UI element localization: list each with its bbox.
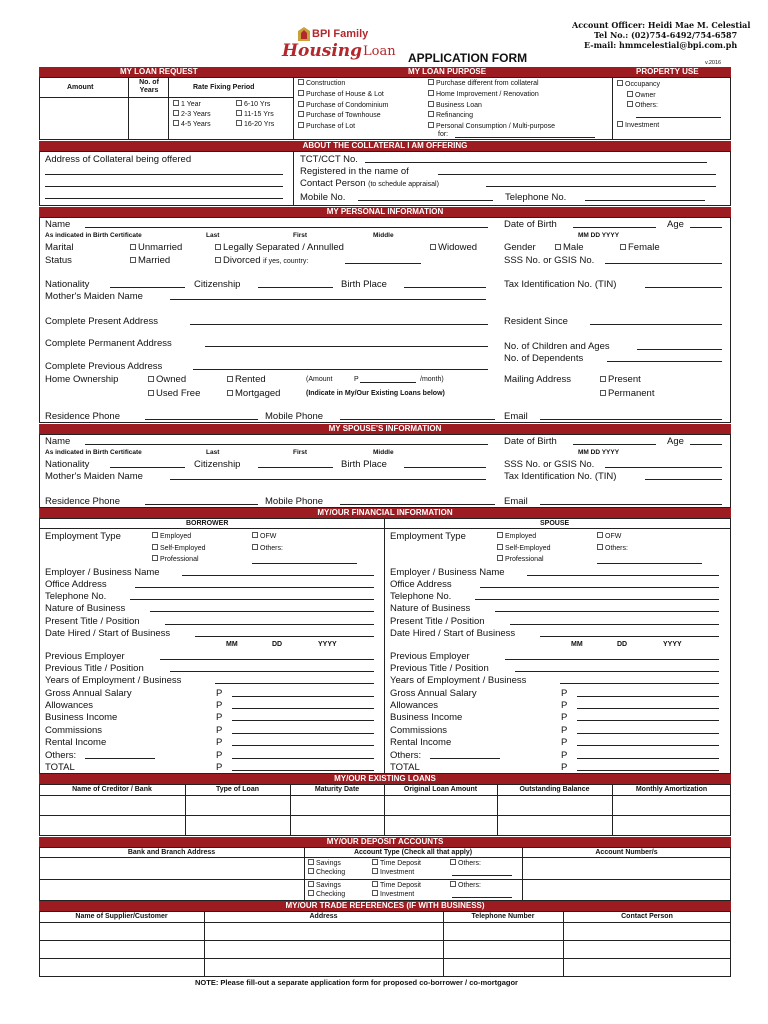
female-checkbox[interactable]: Female: [620, 242, 660, 253]
use-option[interactable]: Investment: [617, 121, 659, 130]
borrower-money-label: TOTAL: [45, 762, 75, 773]
borrower-peso: P: [216, 750, 223, 761]
borrower-peso: P: [216, 700, 223, 711]
spouse-email-label: Email: [504, 496, 528, 507]
spouse-age-label: Age: [667, 436, 684, 447]
years-label: No. of Years: [139, 79, 159, 94]
gender-label: Gender: [504, 242, 536, 253]
spouse-prev-label: Previous Employer: [390, 651, 470, 662]
spouse-others-input[interactable]: [597, 563, 702, 564]
spouse-field-label: Office Address: [390, 579, 452, 590]
indicate-note: (Indicate in My/Our Existing Loans below): [306, 390, 445, 397]
spouse-residence-phone-label: Residence Phone: [45, 496, 120, 507]
savings-checkbox[interactable]: Savings: [308, 859, 341, 868]
spouse-yyyy: YYYY: [663, 641, 682, 648]
borrower-prev-input[interactable]: [215, 683, 374, 684]
col-address: Address: [309, 913, 338, 920]
col-account-type: Account Type (Check all that apply): [353, 849, 473, 856]
borrower-prev-label: Previous Title / Position: [45, 663, 144, 674]
mail-permanent-checkbox[interactable]: Permanent: [600, 388, 654, 399]
borrower-peso: P: [216, 688, 223, 699]
spouse-peso: P: [561, 737, 568, 748]
spouse-money-input[interactable]: [577, 733, 719, 734]
spouse-money-label: Gross Annual Salary: [390, 688, 477, 699]
trade-bar: MY/OUR TRADE REFERENCES (IF WITH BUSINESS): [39, 901, 731, 911]
spouse-nationality-label: Nationality: [45, 459, 90, 470]
spouse-money-label: Others:: [390, 750, 422, 761]
borrower-field-input[interactable]: [130, 599, 374, 600]
middle-label: Middle: [373, 232, 394, 239]
rate-option[interactable]: 11-15 Yrs: [236, 110, 274, 119]
spouse-money-label: Business Income: [390, 712, 463, 723]
male-checkbox[interactable]: Male: [555, 242, 584, 253]
rate-option[interactable]: 1 Year: [173, 100, 201, 109]
spouse-peso: P: [561, 700, 568, 711]
spouse-name-input[interactable]: [85, 444, 488, 445]
collateral-address-input[interactable]: [45, 174, 283, 175]
spouse-dob-format: MM DD YYYY: [578, 449, 620, 456]
borrower-money-input[interactable]: [232, 696, 374, 697]
collateral-address-label: Address of Collateral being offered: [45, 154, 192, 165]
home-label: Home Ownership: [45, 374, 119, 385]
footer-note: NOTE: Please fill-out a separate application form for proposed co-borrower / co-mortgagor: [195, 978, 518, 987]
borrower-money-label: Business Income: [45, 712, 118, 723]
married-checkbox[interactable]: Married: [130, 255, 170, 266]
col-bank: Bank and Branch Address: [127, 849, 216, 856]
rate-option[interactable]: 4-5 Years: [173, 120, 211, 129]
spouse-others-money-input[interactable]: [430, 758, 500, 759]
borrower-money-input[interactable]: [232, 733, 374, 734]
resident-label: Resident Since: [504, 316, 568, 327]
spouse-money-input[interactable]: [577, 770, 719, 771]
spouse-mother-input[interactable]: [170, 479, 486, 480]
spouse-prev-input[interactable]: [505, 659, 719, 660]
spouse-emp-type-label: Employment Type: [390, 531, 466, 542]
spouse-bar: MY SPOUSE'S INFORMATION: [39, 424, 731, 434]
borrower-money-input[interactable]: [232, 745, 374, 746]
purpose-option[interactable]: Purchase of Lot: [298, 122, 355, 131]
spouse-prev-label: Years of Employment / Business: [390, 675, 527, 686]
unmarried-checkbox[interactable]: Unmarried: [130, 242, 182, 253]
spouse-peso: P: [561, 762, 568, 773]
permanent-label: Complete Permanent Address: [45, 338, 172, 349]
borrower-money-input[interactable]: [232, 708, 374, 709]
rate-option[interactable]: 2-3 Years: [173, 110, 211, 119]
spouse-tin-input[interactable]: [645, 479, 722, 480]
last-label: Last: [206, 232, 220, 239]
first-label: First: [293, 232, 308, 239]
spouse-last-label: Last: [206, 449, 220, 456]
col-supplier: Name of Supplier/Customer: [75, 913, 168, 920]
month-label: /month): [420, 376, 444, 383]
telephone-input[interactable]: [585, 200, 705, 201]
contact-label: Contact Person (to schedule appraisal): [300, 178, 439, 189]
checking-checkbox[interactable]: Checking: [308, 868, 345, 877]
residence-phone-label: Residence Phone: [45, 411, 120, 422]
borrower-money-input[interactable]: [232, 770, 374, 771]
spouse-dd: DD: [617, 641, 628, 648]
others-input[interactable]: [636, 117, 721, 118]
children-input[interactable]: [637, 349, 722, 350]
spouse-money-label: Allowances: [390, 700, 439, 711]
borrower-dd: DD: [272, 641, 283, 648]
birthplace-input[interactable]: [404, 287, 486, 288]
borrower-money-label: Others:: [45, 750, 77, 761]
spouse-prev-input[interactable]: [560, 683, 719, 684]
spouse-self-employed-checkbox[interactable]: Self-Employed: [497, 544, 551, 553]
present-input[interactable]: [190, 324, 488, 325]
spouse-field-label: Telephone No.: [390, 591, 452, 602]
permanent-input[interactable]: [205, 346, 488, 347]
borrower-professional-checkbox[interactable]: Professional: [152, 555, 199, 564]
borrower-peso: P: [216, 712, 223, 723]
col-telephone: Telephone Number: [471, 913, 535, 920]
deposit-bar: MY/OUR DEPOSIT ACCOUNTS: [39, 837, 731, 847]
borrower-field-input[interactable]: [150, 611, 374, 612]
borrower-prev-label: Years of Employment / Business: [45, 675, 182, 686]
spouse-money-label: TOTAL: [390, 762, 420, 773]
purpose-option[interactable]: Refinancing: [428, 111, 473, 120]
peso-label: P: [354, 376, 359, 383]
collateral-bar: ABOUT THE COLLATERAL I AM OFFERING: [39, 141, 731, 151]
borrower-field-label: Date Hired / Start of Business: [45, 628, 171, 639]
borrower-emp-type-label: Employment Type: [45, 531, 121, 542]
purpose-option[interactable]: Purchase of House & Lot: [298, 90, 384, 99]
usedfree-checkbox[interactable]: Used Free: [148, 388, 200, 399]
rate-option[interactable]: 6-10 Yrs: [236, 100, 270, 109]
borrower-self-employed-checkbox[interactable]: Self-Employed: [152, 544, 206, 553]
present-label: Complete Present Address: [45, 316, 159, 327]
spouse-header: SPOUSE: [540, 520, 570, 527]
sss-label: SSS No. or GSIS No.: [504, 255, 595, 266]
spouse-field-input[interactable]: [527, 575, 719, 576]
personal-bar: MY PERSONAL INFORMATION: [39, 207, 731, 217]
version: v.2016: [705, 60, 722, 66]
spouse-residence-phone-input[interactable]: [145, 504, 258, 505]
col-original: Original Loan Amount: [403, 786, 478, 793]
spouse-professional-checkbox[interactable]: Professional: [497, 555, 544, 564]
spouse-mm: MM: [571, 641, 583, 648]
spouse-field-input[interactable]: [480, 587, 719, 588]
financial-bar: MY/OUR FINANCIAL INFORMATION: [39, 508, 731, 518]
spouse-cert-label: As indicated in Birth Certificate: [45, 449, 142, 456]
dob-format: MM DD YYYY: [578, 232, 620, 239]
spouse-nationality-input[interactable]: [110, 467, 185, 468]
borrower-money-input[interactable]: [232, 720, 374, 721]
spouse-money-input[interactable]: [577, 696, 719, 697]
borrower-money-input[interactable]: [232, 758, 374, 759]
col-creditor: Name of Creditor / Bank: [72, 786, 152, 793]
spouse-field-label: Nature of Business: [390, 603, 471, 614]
amount-paren: (Amount: [306, 376, 333, 383]
spouse-money-input[interactable]: [577, 758, 719, 759]
spouse-dob-label: Date of Birth: [504, 436, 557, 447]
dependents-input[interactable]: [607, 361, 722, 362]
mother-input[interactable]: [170, 299, 486, 300]
borrower-field-input[interactable]: [182, 575, 374, 576]
collateral-address-input[interactable]: [45, 198, 283, 199]
officer-tel: Tel No.: (02)754-6492/754-6587: [594, 30, 738, 40]
widowed-checkbox[interactable]: Widowed: [430, 242, 477, 253]
deposit-others-checkbox[interactable]: Others:: [450, 881, 481, 890]
mail-present-checkbox[interactable]: Present: [600, 374, 641, 385]
spouse-field-input[interactable]: [475, 599, 719, 600]
rent-amount-input[interactable]: [360, 382, 416, 383]
loan-request-title: MY LOAN REQUEST: [120, 67, 198, 76]
mailing-label: Mailing Address: [504, 374, 572, 385]
spouse-email-input[interactable]: [540, 504, 722, 505]
purpose-option[interactable]: Home Improvement / Renovation: [428, 90, 539, 99]
spouse-citizenship-input[interactable]: [258, 467, 333, 468]
spouse-field-input[interactable]: [510, 624, 719, 625]
children-label: No. of Children and Ages: [504, 341, 610, 352]
bpi-logo: BPI Family Housing Loan: [282, 28, 396, 61]
col-account-number: Account Number/s: [595, 849, 658, 856]
previous-label: Complete Previous Address: [45, 361, 163, 372]
spouse-first-label: First: [293, 449, 308, 456]
officer: Account Officer: Heidi Mae M. Celestial: [572, 20, 751, 30]
use-option[interactable]: Others:: [627, 101, 658, 110]
purpose-option[interactable]: Business Loan: [428, 101, 482, 110]
borrower-employed-checkbox[interactable]: Employed: [152, 532, 191, 541]
borrower-prev-label: Previous Employer: [45, 651, 125, 662]
resident-input[interactable]: [590, 324, 722, 325]
borrower-money-label: Rental Income: [45, 737, 107, 748]
spouse-money-input[interactable]: [577, 708, 719, 709]
borrower-money-label: Allowances: [45, 700, 94, 711]
spouse-middle-label: Middle: [373, 449, 394, 456]
status-label: Status: [45, 255, 72, 266]
col-contact: Contact Person: [621, 913, 673, 920]
use-option[interactable]: Occupancy: [617, 80, 660, 89]
investment-checkbox[interactable]: Investment: [372, 890, 414, 899]
borrower-peso: P: [216, 737, 223, 748]
loan-purpose-title: MY LOAN PURPOSE: [408, 67, 487, 76]
col-outstanding: Outstanding Balance: [519, 786, 590, 793]
borrower-mm: MM: [226, 641, 238, 648]
registered-input[interactable]: [438, 174, 716, 175]
deposit-others-input[interactable]: [452, 875, 512, 876]
dob-input[interactable]: [573, 227, 656, 228]
borrower-field-label: Office Address: [45, 579, 107, 590]
spouse-birthplace-label: Birth Place: [341, 459, 387, 470]
spouse-dob-input[interactable]: [573, 444, 656, 445]
mobile-label: Mobile No.: [300, 192, 346, 203]
mortgaged-checkbox[interactable]: Mortgaged: [227, 388, 280, 399]
borrower-field-label: Present Title / Position: [45, 616, 140, 627]
marital-label: Marital: [45, 242, 74, 253]
mobile-phone-label: Mobile Phone: [265, 411, 324, 422]
for-label: for:: [438, 131, 449, 138]
mother-label: Mother's Maiden Name: [45, 291, 143, 302]
spouse-money-input[interactable]: [577, 745, 719, 746]
sss-input[interactable]: [605, 263, 722, 264]
deposit-others-checkbox[interactable]: Others:: [450, 859, 481, 868]
spouse-prev-label: Previous Title / Position: [390, 663, 489, 674]
tct-label: TCT/CCT No.: [300, 154, 358, 165]
purpose-option[interactable]: Purchase of Condominium: [298, 101, 389, 110]
spouse-ofw-checkbox[interactable]: OFW: [597, 532, 621, 541]
borrower-field-input[interactable]: [135, 587, 374, 588]
time-deposit-checkbox[interactable]: Time Deposit: [372, 881, 421, 890]
purpose-option[interactable]: Purchase different from collateral: [428, 79, 539, 88]
borrower-others-money-input[interactable]: [85, 758, 155, 759]
rate-label: Rate Fixing Period: [193, 84, 255, 91]
rented-checkbox[interactable]: Rented: [227, 374, 266, 385]
email-label: Email: [504, 411, 528, 422]
existing-bar: MY/OUR EXISTING LOANS: [39, 774, 731, 784]
borrower-others-input[interactable]: [252, 563, 357, 564]
citizenship-label: Citizenship: [194, 279, 241, 290]
spouse-money-label: Commissions: [390, 725, 448, 736]
borrower-header: BORROWER: [186, 520, 229, 527]
borrower-field-label: Telephone No.: [45, 591, 107, 602]
col-maturity: Maturity Date: [314, 786, 360, 793]
spouse-mobile-phone-label: Mobile Phone: [265, 496, 324, 507]
dob-label: Date of Birth: [504, 219, 557, 230]
property-use-title: PROPERTY USE: [636, 67, 699, 76]
for-input[interactable]: [455, 137, 595, 138]
country-input[interactable]: [345, 263, 421, 264]
divorced-checkbox[interactable]: Divorced if yes, country:: [215, 255, 308, 266]
registered-label: Registered in the name of: [300, 166, 409, 177]
savings-checkbox[interactable]: Savings: [308, 881, 341, 890]
borrower-money-label: Commissions: [45, 725, 103, 736]
time-deposit-checkbox[interactable]: Time Deposit: [372, 859, 421, 868]
dependents-label: No. of Dependents: [504, 353, 584, 364]
spouse-others-checkbox[interactable]: Others:: [597, 544, 628, 553]
previous-input[interactable]: [193, 369, 488, 370]
borrower-field-input[interactable]: [165, 624, 374, 625]
bpi-logo-icon: [298, 27, 310, 41]
spouse-peso: P: [561, 712, 568, 723]
borrower-field-label: Employer / Business Name: [45, 567, 160, 578]
borrower-field-input[interactable]: [195, 636, 374, 637]
borrower-prev-input[interactable]: [170, 671, 374, 672]
email-input[interactable]: [540, 419, 722, 420]
spouse-money-label: Rental Income: [390, 737, 452, 748]
spouse-field-input[interactable]: [540, 636, 719, 637]
spouse-peso: P: [561, 688, 568, 699]
use-option[interactable]: Owner: [627, 91, 656, 100]
borrower-money-label: Gross Annual Salary: [45, 688, 132, 699]
spouse-peso: P: [561, 725, 568, 736]
borrower-ofw-checkbox[interactable]: OFW: [252, 532, 276, 541]
spouse-field-input[interactable]: [495, 611, 719, 612]
tin-label: Tax Identification No. (TIN): [504, 279, 617, 290]
spouse-mother-label: Mother's Maiden Name: [45, 471, 143, 482]
spouse-mobile-phone-input[interactable]: [340, 504, 495, 505]
spouse-birthplace-input[interactable]: [404, 467, 486, 468]
residence-phone-input[interactable]: [145, 419, 258, 420]
spouse-field-label: Date Hired / Start of Business: [390, 628, 516, 639]
borrower-field-label: Nature of Business: [45, 603, 126, 614]
tin-input[interactable]: [645, 287, 722, 288]
tct-input[interactable]: [365, 162, 707, 163]
nationality-label: Nationality: [45, 279, 90, 290]
officer-email: E-mail: hmmcelestial@bpi.com.ph: [584, 40, 738, 50]
spouse-citizenship-label: Citizenship: [194, 459, 241, 470]
rate-option[interactable]: 16-20 Yrs: [236, 120, 274, 129]
age-label: Age: [667, 219, 684, 230]
spouse-tin-label: Tax Identification No. (TIN): [504, 471, 617, 482]
investment-checkbox[interactable]: Investment: [372, 868, 414, 877]
borrower-others-checkbox[interactable]: Others:: [252, 544, 283, 553]
spouse-sss-label: SSS No. or GSIS No.: [504, 459, 595, 470]
spouse-peso: P: [561, 750, 568, 761]
name-label: Name: [45, 219, 71, 230]
owned-checkbox[interactable]: Owned: [148, 374, 186, 385]
spouse-field-label: Present Title / Position: [390, 616, 485, 627]
spouse-field-label: Employer / Business Name: [390, 567, 505, 578]
spouse-prev-input[interactable]: [515, 671, 719, 672]
telephone-label: Telephone No.: [505, 192, 567, 203]
col-amortization: Monthly Amortization: [635, 786, 708, 793]
amount-label: Amount: [67, 84, 94, 91]
borrower-yyyy: YYYY: [318, 641, 337, 648]
mobile-input[interactable]: [358, 200, 493, 201]
borrower-peso: P: [216, 762, 223, 773]
collateral-address-input[interactable]: [45, 186, 283, 187]
purpose-option[interactable]: Construction: [298, 79, 345, 88]
form-title: APPLICATION FORM: [408, 51, 528, 65]
birthplace-label: Birth Place: [341, 279, 387, 290]
financial-section: [39, 518, 731, 774]
borrower-prev-input[interactable]: [160, 659, 374, 660]
contact-input[interactable]: [486, 186, 716, 187]
deposit-others-input[interactable]: [452, 897, 512, 898]
checking-checkbox[interactable]: Checking: [308, 890, 345, 899]
mobile-phone-input[interactable]: [340, 419, 495, 420]
nationality-input[interactable]: [110, 287, 185, 288]
spouse-name-label: Name: [45, 436, 71, 447]
borrower-peso: P: [216, 725, 223, 736]
purpose-option[interactable]: Personal Consumption / Multi-purpose: [428, 122, 555, 131]
spouse-money-input[interactable]: [577, 720, 719, 721]
citizenship-input[interactable]: [258, 287, 333, 288]
name-input[interactable]: [85, 227, 488, 228]
col-type: Type of Loan: [215, 786, 260, 793]
spouse-age-input[interactable]: [690, 444, 722, 445]
purpose-option[interactable]: Purchase of Townhouse: [298, 111, 381, 120]
cert-label: As indicated in Birth Certificate: [45, 232, 142, 239]
legsep-checkbox[interactable]: Legally Separated / Annulled: [215, 242, 344, 253]
spouse-sss-input[interactable]: [605, 467, 722, 468]
spouse-employed-checkbox[interactable]: Employed: [497, 532, 536, 541]
age-input[interactable]: [690, 227, 722, 228]
